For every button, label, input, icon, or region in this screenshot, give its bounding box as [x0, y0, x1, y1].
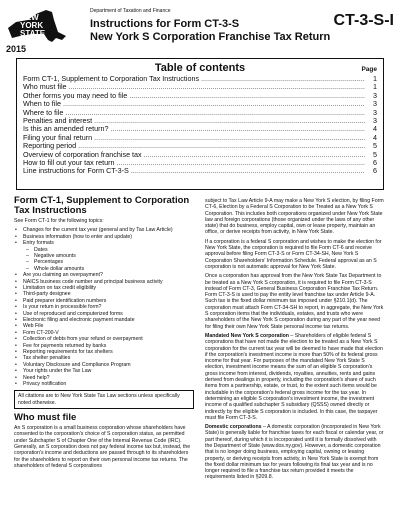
- toc-item[interactable]: Penalties and interest ..... 3: [23, 117, 377, 125]
- toc-item[interactable]: Reporting period ..... 5: [23, 142, 377, 150]
- toc-item[interactable]: Line instructions for Form CT-3-S ..... 6: [23, 167, 377, 175]
- paragraph: Once a corporation has approval from the New York State Tax Department to be treated as a New York S corporation, it is required to file Form CT-3-S instead of Form CT-3, General Business Corporation Franchise Tax Return. Form CT-3-S is used to pay the entity level franchise tax under Article 9-A. Such tax is the fixed dollar minimum tax imposed under §210.1(d). The corporation must attach Form CT-34-SH to report, in aggregate, the New York S corporation items that the individuals, estates, and trusts who were shareholders of the New York S corporation during any part of the year need for filing their own New York State personal income tax returns.: [205, 273, 384, 330]
- toc-item[interactable]: Other forms you may need to file ..... 3: [23, 92, 377, 100]
- list-item: • NAICS business code number and principal business activity: [22, 279, 194, 285]
- sub-item: – Negative amounts: [33, 253, 194, 259]
- list-item: • Form CT-200-V: [22, 330, 194, 336]
- list-item: • Are you claiming an overpayment?: [22, 272, 194, 278]
- left-column: [14, 196, 194, 472]
- mandated-paragraph: Mandated New York S corporation – Shareholders of eligible federal S corporations that have not made the election to be treated as a New York S corporation for the current tax year will be deemed to have made that election if the corporation's investment income is more than 50% of its federal gross income for that year. For purposes of the mandated New York State S election, investment income means the sum of an eligible S corporation's gross income from interest, dividends, royalties, annuities, rents and gains derived from dealings in property, including the corporation's share of such items from a partnership, estate, or trust, to the extent such items would be includable in the corporation's federal gross income for the tax year. In determining an eligible S corporation's investment income, the investment income of a qualified subchapter S subsidiary (QSSS) owned directly or indirectly by the eligible S corporation is included. In this case, the taxpayer must file Form CT-3-S.: [205, 332, 383, 421]
- logo-text: NEW YORK STATE: [20, 13, 46, 38]
- toc-item[interactable]: Filing your final return ..... 4: [23, 134, 377, 142]
- sub-item: – Percentages: [33, 259, 194, 265]
- paragraph: subject to Tax Law Article 9-A may make a New York S election, by filing Form CT-6, Election by a Federal S Corporation to be Treated as a New York S Corporation. This includes both corporations organized under New York State law and foreign corporations (those organized under the laws of any other state) that do business, employ capital, own or lease property, maintain an office, or derive receipts from activity, in New York State.: [205, 198, 384, 236]
- paragraph: If a corporation is a federal S corporation and wishes to make the election for New York State, the corporation is required to file Form CT-6 and receive approval before filing Form CT-3-S or Form CT-34-SH, New York S Corporation Shareholders' Information Schedule. Federal approval as an S corporation is not automatic approval for New York State.: [205, 238, 382, 270]
- nys-logo: [6, 8, 70, 52]
- list-item: • Third-party designee: [22, 291, 194, 297]
- toc-item[interactable]: Where to file ..... 3: [23, 109, 377, 117]
- domestic-paragraph: Domestic corporations – A domestic corporation (incorporated in New York State) is generally liable for franchise taxes for each fiscal or calendar year, or part thereof, during which it is incorporated until it is formally dissolved with the Department of State (www.dos.ny.gov). However, a domestic corporation that is no longer doing business, employing capital, owning or leasing property, or deriving receipts from activity, in New York State is exempt from the fixed dollar minimum tax for years following its final tax year and is no longer required to file a franchise tax return provided it meets the requirements listed in §209.8.: [205, 424, 384, 481]
- citation-note: All citations are to New York State Tax Law sections unless specifically noted otherwise.: [14, 390, 194, 409]
- document-title: Instructions for Form CT-3-S: [90, 18, 240, 30]
- list-item: • Entry formats – Dates – Negative amounts – Percentages – Whole dollar amounts: [22, 240, 194, 272]
- toc-item[interactable]: Overview of corporation franchise tax ..... 5: [23, 151, 377, 159]
- list-item: • Fee for payments returned by banks: [22, 343, 194, 349]
- list-item: • Electronic filing and electronic payment mandate: [22, 317, 194, 323]
- toc-item[interactable]: Who must file ..... 1: [23, 83, 377, 91]
- list-item: • Tax shelter penalties: [22, 355, 194, 361]
- ct1-heading: Form CT-1, Supplement to Corporation Tax Instructions: [14, 195, 190, 216]
- toc-page-header: Page: [361, 66, 377, 73]
- entry-format-sublist: [23, 247, 194, 273]
- list-item: • Is your return in processible form?: [22, 304, 194, 310]
- list-item: • Limitation on tax credit eligibility: [22, 285, 194, 291]
- sub-item: – Whole dollar amounts: [33, 266, 194, 272]
- who-must-file-heading: Who must file: [14, 412, 77, 424]
- form-id: CT-3-S-I: [333, 12, 394, 29]
- sub-item: – Dates: [33, 247, 194, 253]
- toc-item[interactable]: Form CT-1, Supplement to Corporation Tax Instructions ..... 1: [23, 75, 377, 83]
- document-subtitle: New York S Corporation Franchise Tax Return: [90, 31, 331, 43]
- list-item: • Need help?: [22, 375, 194, 381]
- list-item: • Business information (how to enter and update): [22, 234, 194, 240]
- list-item: • Paid preparer identification numbers: [22, 298, 194, 304]
- toc-item[interactable]: When to file ..... 3: [23, 100, 377, 108]
- table-of-contents: [16, 58, 384, 190]
- ct1-intro: See Form CT-1 for the following topics:: [14, 218, 104, 224]
- toc-item[interactable]: Is this an amended return? ..... 4: [23, 125, 377, 133]
- list-item: • Your rights under the Tax Law: [22, 368, 194, 374]
- list-item: • Changes for the current tax year (general and by Tax Law Article): [22, 227, 194, 233]
- right-column: [205, 196, 385, 484]
- toc-title: Table of contents: [154, 62, 246, 74]
- department-name: Department of Taxation and Finance: [90, 8, 171, 14]
- who-must-file-text: An S corporation is a small business corporation whose shareholders have consented to the corporation's choice of S corporation status, as permitted under Subchapter S of Chapter One of the Internal Revenue Code (IRC). Generally, an S corporation does not pay federal income tax but, instead, the corporation's income and deductions are passed through to its shareholders for the shareholders to report on their own personal income tax returns. The shareholders of federal S corporations: [14, 425, 191, 469]
- list-item: • Web File: [22, 323, 194, 329]
- toc-item[interactable]: How to fill out your tax return ..... 6: [23, 159, 377, 167]
- list-item: • Use of reproduced and computerized forms: [22, 311, 194, 317]
- logo-year: 2015: [6, 44, 27, 54]
- list-item: • Collection of debts from your refund or overpayment: [22, 336, 194, 342]
- list-item: • Reporting requirements for tax shelters: [22, 349, 194, 355]
- list-item: • Voluntary Disclosure and Compliance Program: [22, 362, 194, 368]
- ct1-topic-list: [14, 227, 194, 387]
- list-item: • Privacy notification: [22, 381, 194, 387]
